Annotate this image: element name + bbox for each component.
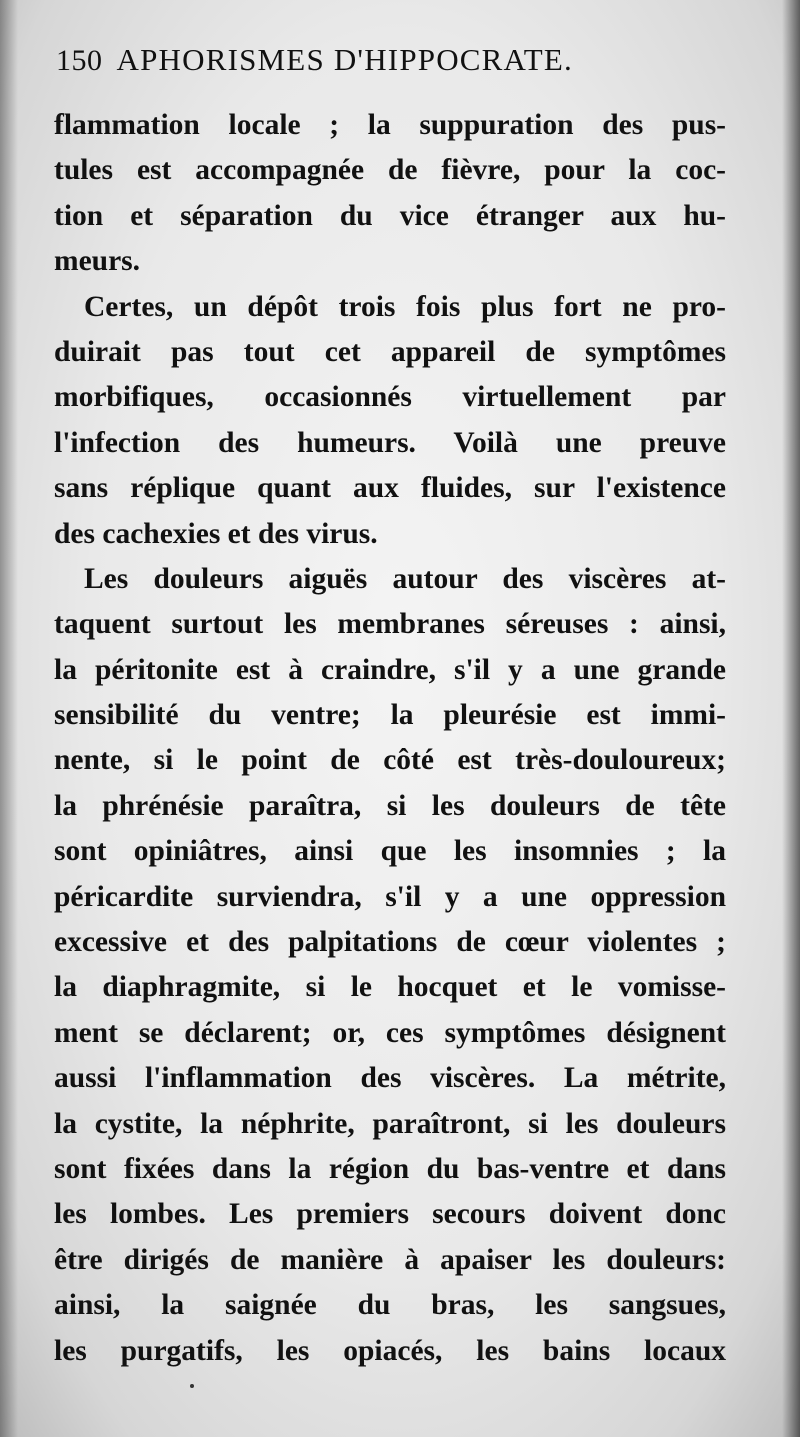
- ink-speck: [190, 1384, 194, 1388]
- text-line: sont fixées dans la région du bas-ventre et dans: [54, 1152, 726, 1185]
- text-line: l'infection des humeurs. Voilà une preuve: [54, 426, 726, 459]
- running-title: APHORISMES D'HIPPOCRATE.: [116, 42, 573, 77]
- text-line: les lombes. Les premiers secours doivent donc: [54, 1198, 726, 1231]
- text-line: aussi l'inflammation des viscères. La métrite,: [54, 1062, 726, 1095]
- text-line: duirait pas tout cet appareil de symptômes: [54, 335, 726, 368]
- text-line: nente, si le point de côté est très-douloureux;: [54, 744, 726, 777]
- text-line: flammation locale ; la suppuration des pus-: [54, 109, 726, 141]
- text-line: être dirigés de manière à apaiser les douleurs:: [54, 1243, 726, 1276]
- paragraph-start-line: Les douleurs aiguës autour des viscères at-: [84, 562, 726, 595]
- text-line: ment se déclarent; or, ces symptômes désignent: [54, 1016, 726, 1049]
- text-line: des cachexies et des virus.: [54, 517, 378, 550]
- left-edge-shadow: [0, 0, 18, 1437]
- page-header: [56, 42, 696, 78]
- page-number: 150: [56, 44, 103, 77]
- right-edge-shadow: [782, 0, 800, 1437]
- text-line: péricardite surviendra, s'il y a une oppression: [54, 880, 726, 913]
- text-line: sensibilité du ventre; la pleurésie est immi-: [54, 699, 726, 732]
- body-text: [54, 103, 726, 1374]
- text-line: sans réplique quant aux fluides, sur l'existence: [54, 472, 726, 505]
- text-line: morbifiques, occasionnés virtuellement par: [54, 381, 726, 414]
- text-line: les purgatifs, les opiacés, les bains locaux: [54, 1334, 726, 1367]
- text-line: sont opiniâtres, ainsi que les insomnies ; la: [54, 835, 726, 868]
- text-line: la péritonite est à craindre, s'il y a une grande: [54, 653, 726, 686]
- text-line: la cystite, la néphrite, paraîtront, si les douleurs: [54, 1107, 726, 1140]
- text-line: la diaphragmite, si le hocquet et le vomisse-: [54, 971, 726, 1004]
- paragraph-start-line: Certes, un dépôt trois fois plus fort ne pro-: [84, 290, 726, 323]
- text-line: taquent surtout les membranes séreuses : ainsi,: [54, 608, 726, 641]
- text-line: meurs.: [54, 245, 141, 278]
- text-line: tules est accompagnée de fièvre, pour la coc-: [54, 154, 726, 187]
- text-line: tion et séparation du vice étranger aux hu-: [54, 199, 726, 232]
- text-line: ainsi, la saignée du bras, les sangsues,: [54, 1289, 726, 1322]
- text-line: excessive et des palpitations de cœur violentes ;: [54, 926, 726, 959]
- text-line: la phrénésie paraîtra, si les douleurs de tête: [54, 789, 726, 822]
